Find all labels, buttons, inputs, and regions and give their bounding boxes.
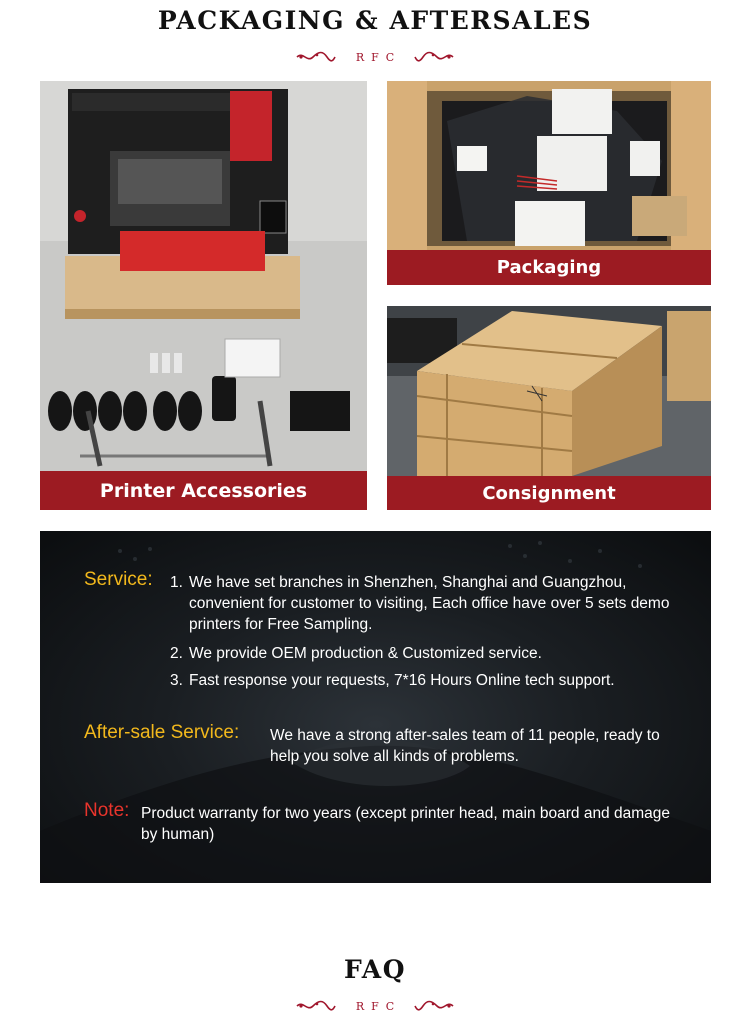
flourish-left-icon — [295, 1000, 337, 1012]
flourish-right-icon — [413, 51, 455, 63]
note-label: Note: — [84, 800, 130, 821]
after-sale-text: We have a strong after-sales team of 11 people, ready to help you solve all kinds of problems. — [270, 727, 660, 765]
caption-consignment: Consignment — [387, 476, 711, 510]
caption-printer-accessories: Printer Accessories — [40, 471, 367, 510]
title-ornament — [0, 49, 750, 65]
panel-packaging — [387, 81, 711, 285]
flourish-right-icon — [413, 1000, 455, 1012]
note-text: Product warranty for two years (except printer head, main board and damage by human) — [141, 805, 670, 843]
ornament-mark: RFC — [355, 50, 402, 64]
service-info-panel — [40, 531, 711, 883]
ornament-mark: RFC — [355, 999, 402, 1013]
after-sale-label: After-sale Service: — [84, 722, 240, 743]
printer-accessories-photo — [40, 81, 367, 471]
service-item-number: 3. — [170, 672, 183, 689]
service-item-text: Fast response your requests, 7*16 Hours Online tech support. — [189, 672, 615, 689]
consignment-photo — [387, 306, 711, 476]
service-item-text: We have set branches in Shenzhen, Shanghai and Guangzhou, convenient for customer to visiting, Each office have over 5 sets demo printers for Free Sampling. — [189, 574, 670, 633]
flourish-left-icon — [295, 51, 337, 63]
service-item-text: We provide OEM production & Customized service. — [189, 645, 542, 662]
panel-consignment — [387, 306, 711, 510]
panel-printer-accessories — [40, 81, 367, 510]
faq-ornament — [0, 998, 750, 1014]
section-title-packaging: PACKAGING & AFTERSALES — [157, 6, 593, 35]
packaging-photo — [387, 81, 711, 250]
service-label: Service: — [84, 569, 153, 590]
service-item-number: 2. — [170, 645, 183, 662]
caption-packaging: Packaging — [387, 250, 711, 285]
section-title-faq: FAQ — [344, 955, 406, 984]
service-item-number: 1. — [170, 574, 183, 591]
